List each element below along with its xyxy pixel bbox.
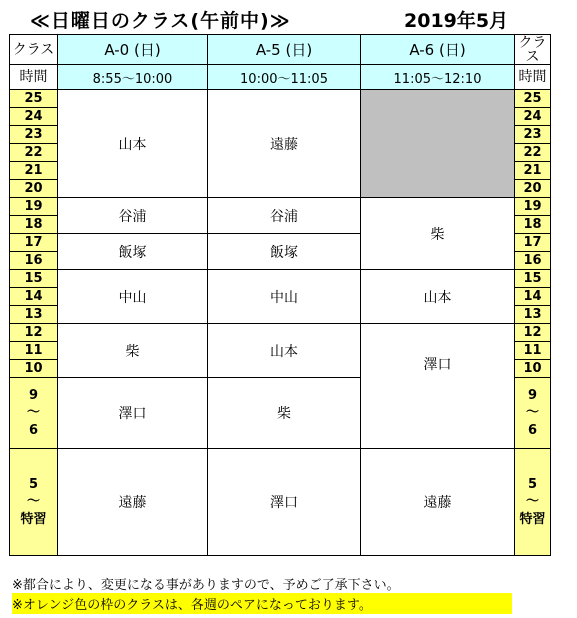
level-label-right: 11 <box>515 342 551 360</box>
empty-block-a6 <box>361 90 515 198</box>
column-time-a6: 11:05〜12:10 <box>361 65 515 90</box>
level-label-right: 18 <box>515 216 551 234</box>
level-label-left: 10 <box>10 360 58 378</box>
level-label-left: 13 <box>10 306 58 324</box>
level-label-left: 16 <box>10 252 58 270</box>
class-cell-a6: 山本 <box>361 270 515 324</box>
level-label-left: 15 <box>10 270 58 288</box>
class-cell-a0: 飯塚 <box>58 234 208 270</box>
level-label-left: 20 <box>10 180 58 198</box>
level-label-left: 24 <box>10 108 58 126</box>
column-time-a0: 8:55〜10:00 <box>58 65 208 90</box>
level-label-left: 25 <box>10 90 58 108</box>
level-label-left: 21 <box>10 162 58 180</box>
class-cell-a0: 澤口 <box>58 378 208 449</box>
pair-notice: ※オレンジ色の枠のクラスは、各週のペアになっております。 <box>12 593 512 614</box>
level-range-5-special-left: 5 〜 特習 <box>10 449 58 556</box>
level-range-5-special-right: 5 〜 特習 <box>515 449 551 556</box>
level-label-right: 10 <box>515 360 551 378</box>
class-cell-a0: 山本 <box>58 90 208 198</box>
level-label-right: 14 <box>515 288 551 306</box>
class-cell-a5: 柴 <box>208 378 361 449</box>
level-label-right: 16 <box>515 252 551 270</box>
column-time-a5: 10:00〜11:05 <box>208 65 361 90</box>
class-cell-a5: 谷浦 <box>208 198 361 234</box>
class-cell-a0: 遠藤 <box>58 449 208 556</box>
level-label-left: 18 <box>10 216 58 234</box>
level-label-left: 17 <box>10 234 58 252</box>
class-cell-a5: 山本 <box>208 324 361 378</box>
class-cell-a5: 飯塚 <box>208 234 361 270</box>
level-label-right: 22 <box>515 144 551 162</box>
level-label-right: 13 <box>515 306 551 324</box>
level-label-right: 23 <box>515 126 551 144</box>
class-cell-a5: 遠藤 <box>208 90 361 198</box>
level-label-left: 11 <box>10 342 58 360</box>
time-header-label-left: 時間 <box>10 65 58 90</box>
class-header-label-right: クラス <box>515 35 551 65</box>
level-label-right: 24 <box>515 108 551 126</box>
time-header-label-right: 時間 <box>515 65 551 90</box>
level-label-left: 19 <box>10 198 58 216</box>
class-cell-a5: 中山 <box>208 270 361 324</box>
class-cell-a6: 柴 <box>361 198 515 270</box>
level-label-right: 12 <box>515 324 551 342</box>
level-label-left: 14 <box>10 288 58 306</box>
class-cell-a0: 柴 <box>58 324 208 378</box>
class-cell-a0: 中山 <box>58 270 208 324</box>
level-label-right: 15 <box>515 270 551 288</box>
level-label-right: 17 <box>515 234 551 252</box>
level-label-left: 12 <box>10 324 58 342</box>
level-label-left: 22 <box>10 144 58 162</box>
class-cell-a0: 谷浦 <box>58 198 208 234</box>
level-range-9-6-right: 9 〜 6 <box>515 378 551 449</box>
level-label-right: 21 <box>515 162 551 180</box>
column-header-a6: A-6 (日) <box>361 35 515 65</box>
level-label-right: 20 <box>515 180 551 198</box>
level-label-left: 23 <box>10 126 58 144</box>
level-label-right: 19 <box>515 198 551 216</box>
change-notice: ※都合により、変更になる事がありますので、予めご了承下さい。 <box>12 578 400 593</box>
month-label: 2019年5月 <box>404 10 509 32</box>
class-cell-a6: 澤口 <box>361 324 515 449</box>
class-cell-a5: 澤口 <box>208 449 361 556</box>
column-header-a5: A-5 (日) <box>208 35 361 65</box>
class-header-label-left: クラス <box>10 35 58 65</box>
page-title: ≪日曜日のクラス(午前中)≫ <box>30 10 291 32</box>
level-range-9-6-left: 9 〜 6 <box>10 378 58 449</box>
schedule-table <box>9 34 551 556</box>
column-header-a0: A-0 (日) <box>58 35 208 65</box>
level-label-right: 25 <box>515 90 551 108</box>
class-cell-a6: 遠藤 <box>361 449 515 556</box>
